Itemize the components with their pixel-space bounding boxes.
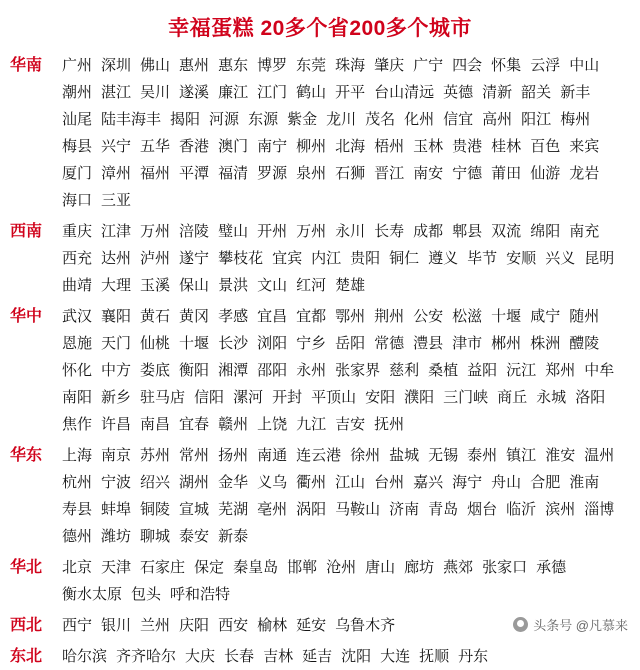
- city-item: 桑植: [428, 362, 459, 379]
- city-item: 南阳: [62, 389, 93, 406]
- city-item: 沅江: [506, 362, 537, 379]
- city-item: 大连: [380, 648, 411, 665]
- city-item: 大庆: [185, 648, 216, 665]
- city-item: 曲靖: [62, 277, 93, 294]
- city-item: 莆田: [491, 165, 522, 182]
- city-item: 三亚: [101, 192, 132, 209]
- city-item: 三门峡: [443, 389, 489, 406]
- city-item: 许昌: [101, 416, 132, 433]
- city-item: 呼和浩特: [170, 586, 231, 603]
- city-item: 梅州: [560, 111, 591, 128]
- city-item: 海宁: [452, 474, 483, 491]
- city-item: 嘉兴: [413, 474, 444, 491]
- city-item: 烟台: [467, 501, 498, 518]
- city-item: 长春: [224, 648, 255, 665]
- city-item: 亳州: [257, 501, 288, 518]
- city-item: 寿县: [62, 501, 93, 518]
- city-item: 中山: [569, 57, 600, 74]
- city-item: 南京: [101, 447, 132, 464]
- city-item: 攀枝花: [218, 250, 264, 267]
- city-item: 醴陵: [569, 335, 600, 352]
- city-item: 南通: [257, 447, 288, 464]
- city-item: 南安: [413, 165, 444, 182]
- region-section-huazhong: [0, 303, 640, 438]
- city-item: 聊城: [140, 528, 171, 545]
- city-item: 安顺: [506, 250, 537, 267]
- city-item: 武汉: [62, 308, 93, 325]
- city-item: 岳阳: [335, 335, 366, 352]
- city-item: 黄冈: [179, 308, 210, 325]
- city-item: 茂名: [365, 111, 396, 128]
- city-item: 绵阳: [530, 223, 561, 240]
- city-item: 德州: [62, 528, 93, 545]
- city-item: 沈阳: [341, 648, 372, 665]
- city-item: 北京: [62, 559, 93, 576]
- city-item: 衡阳: [179, 362, 210, 379]
- city-item: 开封: [272, 389, 303, 406]
- city-item: 广州: [62, 57, 93, 74]
- city-item: 北海: [335, 138, 366, 155]
- city-item: 湘潭: [218, 362, 249, 379]
- city-item: 澳门: [218, 138, 249, 155]
- city-item: 江山: [335, 474, 366, 491]
- city-item: 晋江: [374, 165, 405, 182]
- city-item: 中方: [101, 362, 132, 379]
- city-item: 淄博: [584, 501, 615, 518]
- city-item: 驻马店: [140, 389, 186, 406]
- city-item: 汕尾: [62, 111, 93, 128]
- city-item: 赣州: [218, 416, 249, 433]
- city-item: 宁乡: [296, 335, 327, 352]
- city-item: 泉州: [296, 165, 327, 182]
- city-item: 澧县: [413, 335, 444, 352]
- city-item: 抚州: [374, 416, 405, 433]
- city-item: 桂林: [491, 138, 522, 155]
- city-item: 成都: [413, 223, 444, 240]
- city-item: 益阳: [467, 362, 498, 379]
- city-list: [62, 303, 630, 438]
- city-item: 海口: [62, 192, 93, 209]
- city-item: 吴川: [140, 84, 171, 101]
- city-item: 河源: [209, 111, 240, 128]
- city-item: 达州: [101, 250, 132, 267]
- city-item: 内江: [311, 250, 342, 267]
- city-item: 万州: [296, 223, 327, 240]
- city-item: 昆明: [584, 250, 615, 267]
- city-item: 宜昌: [257, 308, 288, 325]
- city-item: 百色: [530, 138, 561, 155]
- city-item: 泰州: [467, 447, 498, 464]
- city-item: 连云港: [296, 447, 342, 464]
- city-item: 天门: [101, 335, 132, 352]
- city-item: 遵义: [428, 250, 459, 267]
- city-item: 鹤山: [296, 84, 327, 101]
- city-item: 高州: [482, 111, 513, 128]
- city-item: 信阳: [194, 389, 225, 406]
- city-item: 紫金: [287, 111, 318, 128]
- city-item: 襄阳: [101, 308, 132, 325]
- city-item: 乌鲁木齐: [335, 617, 396, 634]
- city-item: 恩施: [62, 335, 93, 352]
- city-item: 潮州: [62, 84, 93, 101]
- city-item: 龙岩: [569, 165, 600, 182]
- city-item: 揭阳: [170, 111, 201, 128]
- city-item: 安阳: [365, 389, 396, 406]
- city-item: 遂溪: [179, 84, 210, 101]
- region-label: 华北: [10, 559, 43, 576]
- city-item: 永州: [296, 362, 327, 379]
- city-item: 阳江: [521, 111, 552, 128]
- city-item: 荆州: [374, 308, 405, 325]
- city-item: 临沂: [506, 501, 537, 518]
- city-item: 张家界: [335, 362, 381, 379]
- city-item: 宜宾: [272, 250, 303, 267]
- city-item: 仙游: [530, 165, 561, 182]
- city-item: 湛江: [101, 84, 132, 101]
- city-item: 黄石: [140, 308, 171, 325]
- city-item: 西安: [218, 617, 249, 634]
- city-item: 延吉: [302, 648, 333, 665]
- city-item: 湖州: [179, 474, 210, 491]
- city-list: [62, 442, 630, 550]
- city-item: 怀化: [62, 362, 93, 379]
- city-item: 毕节: [467, 250, 498, 267]
- city-item: 平顶山: [311, 389, 357, 406]
- city-item: 西充: [62, 250, 93, 267]
- city-item: 宁德: [452, 165, 483, 182]
- city-item: 郫县: [452, 223, 483, 240]
- region-label: 华东: [10, 447, 43, 464]
- city-item: 上海: [62, 447, 93, 464]
- city-item: 潍坊: [101, 528, 132, 545]
- city-item: 景洪: [218, 277, 249, 294]
- region-section-huabei: [0, 554, 640, 608]
- city-list: [62, 52, 630, 214]
- city-item: 苏州: [140, 447, 171, 464]
- city-item: 重庆: [62, 223, 93, 240]
- city-item: 郑州: [545, 362, 576, 379]
- city-item: 廊坊: [404, 559, 435, 576]
- city-item: 唐山: [365, 559, 396, 576]
- city-item: 新乡: [101, 389, 132, 406]
- city-item: 商丘: [497, 389, 528, 406]
- city-item: 惠东: [218, 57, 249, 74]
- city-item: 合肥: [530, 474, 561, 491]
- city-item: 邵阳: [257, 362, 288, 379]
- city-item: 新泰: [218, 528, 249, 545]
- city-item: 清新: [482, 84, 513, 101]
- city-item: 芜湖: [218, 501, 249, 518]
- city-item: 中牟: [584, 362, 615, 379]
- city-item: 濮阳: [404, 389, 435, 406]
- city-list: [62, 554, 630, 608]
- city-item: 双流: [491, 223, 522, 240]
- city-item: 义乌: [257, 474, 288, 491]
- city-item: 铜仁: [389, 250, 420, 267]
- city-item: 楚雄: [335, 277, 366, 294]
- city-item: 公安: [413, 308, 444, 325]
- city-item: 开州: [257, 223, 288, 240]
- city-item: 咸宁: [530, 308, 561, 325]
- city-item: 津市: [452, 335, 483, 352]
- city-item: 广宁: [413, 57, 444, 74]
- city-item: 沧州: [326, 559, 357, 576]
- city-item: 秦皇岛: [233, 559, 279, 576]
- city-item: 肇庆: [374, 57, 405, 74]
- city-item: 仙桃: [140, 335, 171, 352]
- city-item: 淮安: [545, 447, 576, 464]
- city-item: 衡水太原: [62, 586, 123, 603]
- region-section-dongbei: [0, 643, 640, 670]
- city-item: 长沙: [218, 335, 249, 352]
- city-item: 惠州: [179, 57, 210, 74]
- watermark-text: 头条号 @凡慕来: [533, 618, 628, 633]
- city-item: 南宁: [257, 138, 288, 155]
- city-item: 淮南: [569, 474, 600, 491]
- city-item: 保定: [194, 559, 225, 576]
- city-item: 杭州: [62, 474, 93, 491]
- city-item: 洛阳: [575, 389, 606, 406]
- city-item: 张家口: [482, 559, 528, 576]
- city-item: 松滋: [452, 308, 483, 325]
- city-item: 香港: [179, 138, 210, 155]
- city-item: 台州: [374, 474, 405, 491]
- city-item: 英德: [443, 84, 474, 101]
- city-item: 漯河: [233, 389, 264, 406]
- city-item: 平潭: [179, 165, 210, 182]
- city-item: 贵港: [452, 138, 483, 155]
- region-label: 西北: [10, 617, 43, 634]
- city-item: 抚顺: [419, 648, 450, 665]
- city-item: 滨州: [545, 501, 576, 518]
- city-item: 郴州: [491, 335, 522, 352]
- city-item: 泰安: [179, 528, 210, 545]
- city-item: 丹东: [458, 648, 489, 665]
- city-item: 贵阳: [350, 250, 381, 267]
- city-item: 廉江: [218, 84, 249, 101]
- city-item: 宁波: [101, 474, 132, 491]
- city-item: 哈尔滨: [62, 648, 108, 665]
- city-item: 陆丰海丰: [101, 111, 162, 128]
- city-item: 玉林: [413, 138, 444, 155]
- city-item: 深圳: [101, 57, 132, 74]
- city-item: 盐城: [389, 447, 420, 464]
- city-item: 舟山: [491, 474, 522, 491]
- region-label: 华南: [10, 57, 43, 74]
- city-item: 青岛: [428, 501, 459, 518]
- city-item: 天津: [101, 559, 132, 576]
- city-item: 永城: [536, 389, 567, 406]
- city-item: 吉安: [335, 416, 366, 433]
- city-item: 温州: [584, 447, 615, 464]
- city-item: 银川: [101, 617, 132, 634]
- city-item: 徐州: [350, 447, 381, 464]
- city-item: 铜陵: [140, 501, 171, 518]
- city-item: 宜都: [296, 308, 327, 325]
- city-item: 罗源: [257, 165, 288, 182]
- region-label: 东北: [10, 648, 43, 665]
- city-item: 十堰: [491, 308, 522, 325]
- city-item: 信宜: [443, 111, 474, 128]
- headline-logo-icon: [513, 617, 528, 632]
- city-item: 龙川: [326, 111, 357, 128]
- region-section-list: [0, 52, 640, 670]
- city-item: 梧州: [374, 138, 405, 155]
- city-item: 慈利: [389, 362, 420, 379]
- city-item: 马鞍山: [335, 501, 381, 518]
- city-item: 柳州: [296, 138, 327, 155]
- city-item: 云浮: [530, 57, 561, 74]
- city-item: 遂宁: [179, 250, 210, 267]
- city-item: 十堰: [179, 335, 210, 352]
- city-item: 西宁: [62, 617, 93, 634]
- city-item: 承德: [536, 559, 567, 576]
- city-item: 漳州: [101, 165, 132, 182]
- city-item: 永川: [335, 223, 366, 240]
- city-item: 兴义: [545, 250, 576, 267]
- city-item: 娄底: [140, 362, 171, 379]
- city-item: 怀集: [491, 57, 522, 74]
- city-item: 金华: [218, 474, 249, 491]
- city-item: 常德: [374, 335, 405, 352]
- city-item: 庆阳: [179, 617, 210, 634]
- city-item: 焦作: [62, 416, 93, 433]
- city-item: 蚌埠: [101, 501, 132, 518]
- city-item: 九江: [296, 416, 327, 433]
- region-label: 西南: [10, 223, 43, 240]
- city-item: 兰州: [140, 617, 171, 634]
- city-item: 兴宁: [101, 138, 132, 155]
- city-item: 来宾: [569, 138, 600, 155]
- city-item: 江门: [257, 84, 288, 101]
- city-list: [62, 218, 630, 299]
- city-list: [62, 643, 630, 670]
- city-item: 常州: [179, 447, 210, 464]
- city-item: 五华: [140, 138, 171, 155]
- city-item: 万州: [140, 223, 171, 240]
- city-item: 大理: [101, 277, 132, 294]
- city-item: 涪陵: [179, 223, 210, 240]
- city-item: 南充: [569, 223, 600, 240]
- city-item: 绍兴: [140, 474, 171, 491]
- city-item: 宜春: [179, 416, 210, 433]
- region-section-xinan: [0, 218, 640, 299]
- city-item: 厦门: [62, 165, 93, 182]
- city-item: 株洲: [530, 335, 561, 352]
- city-item: 衢州: [296, 474, 327, 491]
- city-item: 上饶: [257, 416, 288, 433]
- city-item: 保山: [179, 277, 210, 294]
- city-item: 福清: [218, 165, 249, 182]
- city-item: 珠海: [335, 57, 366, 74]
- city-item: 榆林: [257, 617, 288, 634]
- city-item: 福州: [140, 165, 171, 182]
- region-label: 华中: [10, 308, 43, 325]
- city-item: 随州: [569, 308, 600, 325]
- region-section-huanan: [0, 52, 640, 214]
- city-item: 吉林: [263, 648, 294, 665]
- city-item: 泸州: [140, 250, 171, 267]
- city-item: 开平: [335, 84, 366, 101]
- city-item: 镇江: [506, 447, 537, 464]
- watermark: [513, 615, 628, 634]
- city-item: 涡阳: [296, 501, 327, 518]
- city-item: 东莞: [296, 57, 327, 74]
- city-item: 浏阳: [257, 335, 288, 352]
- city-item: 石家庄: [140, 559, 186, 576]
- city-item: 包头: [131, 586, 162, 603]
- city-item: 佛山: [140, 57, 171, 74]
- city-item: 邯郸: [287, 559, 318, 576]
- city-item: 济南: [389, 501, 420, 518]
- city-item: 璧山: [218, 223, 249, 240]
- city-item: 南昌: [140, 416, 171, 433]
- city-item: 玉溪: [140, 277, 171, 294]
- city-item: 齐齐哈尔: [116, 648, 177, 665]
- city-item: 台山清远: [374, 84, 435, 101]
- city-item: 梅县: [62, 138, 93, 155]
- city-item: 孝感: [218, 308, 249, 325]
- city-item: 延安: [296, 617, 327, 634]
- city-item: 鄂州: [335, 308, 366, 325]
- page-title: 幸福蛋糕 20多个省200多个城市: [168, 17, 472, 40]
- city-item: 化州: [404, 111, 435, 128]
- city-item: 韶关: [521, 84, 552, 101]
- city-item: 宣城: [179, 501, 210, 518]
- city-item: 文山: [257, 277, 288, 294]
- region-section-huadong: [0, 442, 640, 550]
- city-item: 扬州: [218, 447, 249, 464]
- city-item: 无锡: [428, 447, 459, 464]
- city-item: 四会: [452, 57, 483, 74]
- city-item: 红河: [296, 277, 327, 294]
- city-item: 博罗: [257, 57, 288, 74]
- city-item: 新丰: [560, 84, 591, 101]
- city-item: 石狮: [335, 165, 366, 182]
- city-item: 江津: [101, 223, 132, 240]
- city-item: 长寿: [374, 223, 405, 240]
- city-item: 东源: [248, 111, 279, 128]
- city-item: 燕郊: [443, 559, 474, 576]
